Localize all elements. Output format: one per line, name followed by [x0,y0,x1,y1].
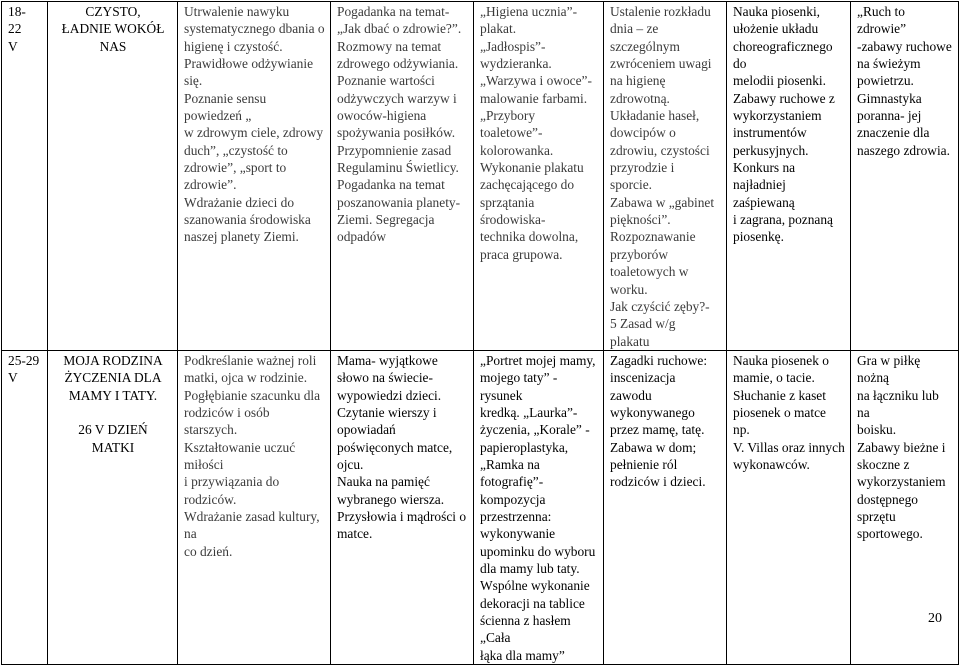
topic-cell: CZYSTO, ŁADNIE WOKÓŁ NAS [48,2,178,351]
music-activities-cell: Nauka piosenki, ułożenie układu choreograficznego do melodii piosenki. Zabawy ruchowe z wykorzystaniem instrumentów perkusyjnych. Konkurs na najładniej zaśpiewaną i zagrana, poznaną piosenkę. [727,2,851,351]
activities-cell: Pogadanka na temat- „Jak dbać o zdrowie?”. Rozmowy na temat zdrowego odżywiania. Poznanie wartości odżywczych warzyw i owoców-higiena spożywania posiłków. Przypomnienie zasad Regulaminu Świetlicy. Pogadanka na temat poszanowania planety- Ziemi. Segregacja odpadów [331,2,474,351]
music-activities-cell: Nauka piosenek o mamie, o tacie. Słuchanie z kaset piosenek o matce np. V. Villas oraz innych wykonawców. [727,350,851,664]
sport-activities-cell: „Ruch to zdrowie” -zabawy ruchowe na świeżym powietrzu. Gimnastyka poranna- jej znaczenie dla naszego zdrowia. [851,2,959,351]
play-activities-cell: Ustalenie rozkładu dnia – ze szczególnym zwróceniem uwagi na higienę zdrowotną. Układanie haseł, dowcipów o zdrowiu, czystości przyrodzie i sporcie. Zabawa w „gabinet piękności”. Rozpoznawanie przyborów toaletowych w worku. Jak czyścić zęby?- 5 Zasad w/g plakatu [604,2,727,351]
art-activities-cell: „Portret mojej mamy, mojego taty” - rysunek kredką. „Laurka”- życzenia, „Korale” - papieroplastyka, „Ramka na fotografię”- kompozycja przestrzenna: wykonywanie upominku do wyboru dla mamy lub taty. Wspólne wykonanie dekoracji na tablice ściennа z hasłem „Cała łąka dla mamy” [474,350,604,664]
table-row [2,2,959,351]
art-activities-cell: „Higiena ucznia”- plakat. „Jadłospis”- wydzieranka. „Warzywa i owoce”- malowanie farbami. „Przybory toaletowe”- kolorowanka. Wykonanie plakatu zachęcającego do sprzątania środowiska- technika dowolna, praca grupowa. [474,2,604,351]
activities-cell: Mama- wyjątkowe słowo na świecie- wypowiedzi dzieci. Czytanie wierszy i opowiadań poświęconych matce, ojcu. Nauka na pamięć wybranego wiersza. Przysłowia i mądrości o matce. [331,350,474,664]
topic-cell: MOJA RODZINA ŻYCZENIA DLA MAMY I TATY. 26 V DZIEŃ MATKI [48,350,178,664]
play-activities-cell: Zagadki ruchowe: inscenizacja zawodu wykonywanego przez mamę, tatę. Zabawa w dom; pełnienie ról rodziców i dzieci. [604,350,727,664]
goals-cell: Podkreślanie ważnej roli matki, ojca w rodzinie. Pogłębianie szacunku dla rodziców i osób starszych. Kształtowanie uczuć miłości i przywiązania do rodziców. Wdrażanie zasad kultury, na co dzień. [178,350,331,664]
sport-activities-cell: Gra w piłkę nożną na łączniku lub na boisku. Zabawy bieżne i skoczne z wykorzystaniem dostępnego sprzętu sportowego. [851,350,959,664]
table-row [2,350,959,664]
activity-plan-table [1,1,959,665]
goals-cell: Utrwalenie nawyku systematycznego dbania o higienę i czystość. Prawidłowe odżywianie się. Poznanie sensu powiedzeń „ w zdrowym ciele, zdrowy duch”, „czystość to zdrowie”, „sport to zdrowie”. Wdrażanie dzieci do szanowania środowiska naszej planety Ziemi. [178,2,331,351]
date-cell: 18- 22 V [2,2,48,351]
page-number: 20 [928,611,942,626]
date-cell: 25-29 V [2,350,48,664]
